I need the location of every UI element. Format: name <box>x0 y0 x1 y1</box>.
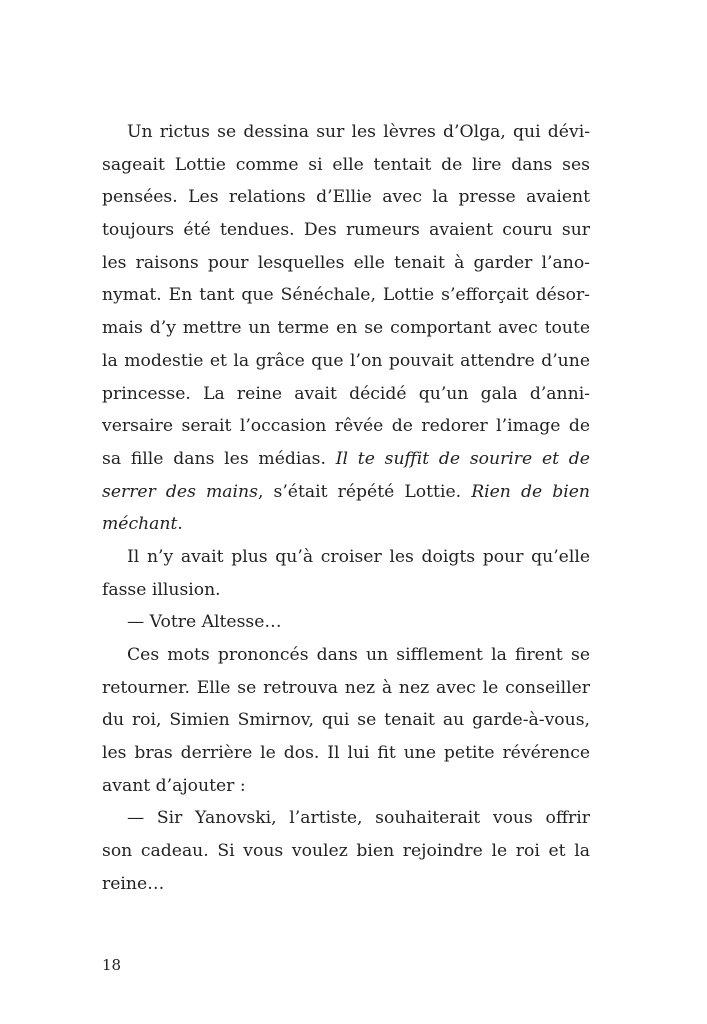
text-line: sageait Lottie comme si elle tentait de lire dans ses <box>102 154 590 175</box>
text-line: mais d’y mettre un terme en se comportant avec toute <box>102 318 590 339</box>
text-line: fasse illusion. <box>102 579 221 600</box>
text-segment: sa fille dans les médias. <box>102 448 336 469</box>
text-segment: , s’était répété Lottie. <box>257 481 472 502</box>
text-line: du roi, Simien Smirnov, qui se tenait au garde-à-vous, <box>102 710 590 731</box>
text-line: princesse. La reine avait décidé qu’un gala d’anni- <box>102 383 590 404</box>
page-number: 18 <box>102 956 122 974</box>
text-segment: . <box>177 514 183 535</box>
italic-segment: Rien de bien <box>471 481 590 502</box>
italic-segment: Il te suffit de sourire et de <box>335 448 590 469</box>
text-line: retourner. Elle se retrouva nez à nez avec le conseiller <box>102 677 590 698</box>
text-line: la modestie et la grâce que l’on pouvait attendre d’une <box>102 350 590 371</box>
text-line: Un rictus se dessina sur les lèvres d’Olga, qui dévi- <box>127 122 590 142</box>
italic-segment: serrer des mains <box>102 481 258 502</box>
italic-segment: méchant <box>102 514 178 535</box>
text-line: son cadeau. Si vous voulez bien rejoindre le roi et la <box>102 841 590 862</box>
body-text <box>102 116 590 901</box>
text-line: pensées. Les relations d’Ellie avec la presse avaient <box>102 187 590 208</box>
text-line: versaire serait l’occasion rêvée de redorer l’image de <box>102 416 590 437</box>
text-line: les raisons pour lesquelles elle tenait à garder l’ano- <box>102 252 590 273</box>
text-line: toujours été tendues. Des rumeurs avaient couru sur <box>102 220 590 241</box>
text-line <box>102 443 590 476</box>
text-line <box>102 476 590 509</box>
text-line: les bras derrière le dos. Il lui fit une petite révérence <box>102 743 590 764</box>
text-line: — Sir Yanovski, l’artiste, souhaiterait vous offrir <box>127 808 590 829</box>
text-line: nymat. En tant que Sénéchale, Lottie s’efforçait désor- <box>102 285 590 306</box>
text-line: Il n’y avait plus qu’à croiser les doigts pour qu’elle <box>127 546 590 567</box>
text-line: Ces mots prononcés dans un sifflement la firent se <box>127 645 590 665</box>
text-line: reine… <box>102 873 165 894</box>
text-line: avant d’ajouter : <box>102 775 246 796</box>
text-line: — Votre Altesse… <box>127 612 282 633</box>
text-line <box>102 508 590 541</box>
